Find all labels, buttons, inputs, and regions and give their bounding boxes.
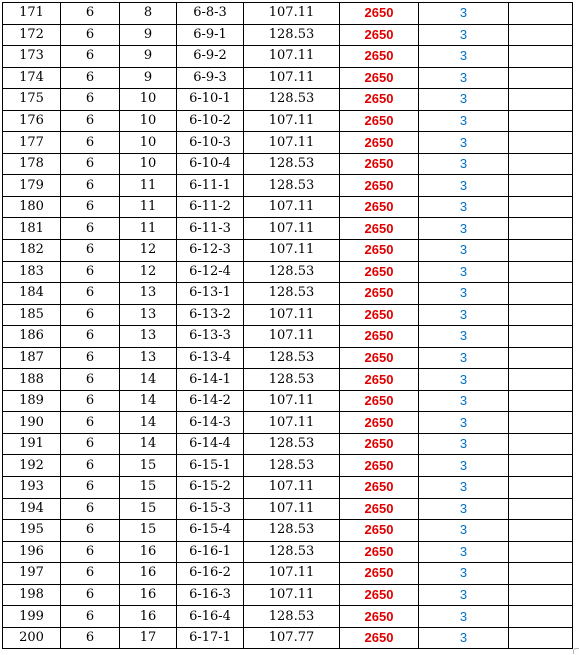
cell-note[interactable]	[509, 110, 573, 132]
cell-serial-number[interactable]: 179	[3, 175, 61, 197]
cell-unit[interactable]: 10	[120, 153, 177, 175]
cell-unit[interactable]: 16	[120, 606, 177, 628]
cell-room-number[interactable]: 6-11-1	[177, 175, 244, 197]
cell-building[interactable]: 6	[61, 390, 120, 412]
table-row	[3, 261, 573, 283]
cell-room-number[interactable]: 6-16-2	[177, 563, 244, 585]
cell-floor[interactable]: 3	[419, 563, 509, 585]
cell-price[interactable]: 2650	[340, 326, 419, 348]
cell-note[interactable]	[509, 3, 573, 25]
cell-unit[interactable]: 9	[120, 24, 177, 46]
cell-serial-number[interactable]: 183	[3, 261, 61, 283]
cell-floor[interactable]: 3	[419, 218, 509, 240]
cell-building[interactable]: 6	[61, 283, 120, 305]
cell-room-number[interactable]: 6-13-3	[177, 326, 244, 348]
cell-building[interactable]: 6	[61, 89, 120, 111]
cell-floor[interactable]: 3	[419, 261, 509, 283]
table-row	[3, 347, 573, 369]
cell-note[interactable]	[509, 498, 573, 520]
cell-area[interactable]: 128.53	[244, 24, 340, 46]
table-row	[3, 175, 573, 197]
cell-serial-number[interactable]: 173	[3, 46, 61, 68]
cell-price[interactable]: 2650	[340, 390, 419, 412]
cell-area[interactable]: 107.11	[244, 477, 340, 499]
cell-building[interactable]: 6	[61, 627, 120, 649]
cell-room-number[interactable]: 6-10-1	[177, 89, 244, 111]
cell-building[interactable]: 6	[61, 326, 120, 348]
cell-floor[interactable]: 3	[419, 67, 509, 89]
cell-room-number[interactable]: 6-14-1	[177, 369, 244, 391]
cell-serial-number[interactable]: 184	[3, 283, 61, 305]
cell-price[interactable]: 2650	[340, 261, 419, 283]
cell-room-number[interactable]: 6-16-4	[177, 606, 244, 628]
cell-area[interactable]: 128.53	[244, 283, 340, 305]
cell-unit[interactable]: 12	[120, 261, 177, 283]
cell-note[interactable]	[509, 240, 573, 262]
cell-room-number[interactable]: 6-9-3	[177, 67, 244, 89]
table-row	[3, 455, 573, 477]
cell-serial-number[interactable]: 195	[3, 520, 61, 542]
table-row	[3, 283, 573, 305]
cell-price[interactable]: 2650	[340, 132, 419, 154]
cell-building[interactable]: 6	[61, 175, 120, 197]
cell-note[interactable]	[509, 347, 573, 369]
table-row	[3, 520, 573, 542]
cell-note[interactable]	[509, 455, 573, 477]
table-row	[3, 412, 573, 434]
table-row	[3, 326, 573, 348]
table-row	[3, 132, 573, 154]
cell-serial-number[interactable]: 182	[3, 240, 61, 262]
cell-serial-number[interactable]: 197	[3, 563, 61, 585]
cell-area[interactable]: 107.11	[244, 326, 340, 348]
cell-unit[interactable]: 12	[120, 240, 177, 262]
cell-serial-number[interactable]: 185	[3, 304, 61, 326]
cell-serial-number[interactable]: 175	[3, 89, 61, 111]
cell-room-number[interactable]: 6-16-3	[177, 584, 244, 606]
cell-unit[interactable]: 10	[120, 89, 177, 111]
cell-floor[interactable]: 3	[419, 304, 509, 326]
cell-building[interactable]: 6	[61, 455, 120, 477]
cell-building[interactable]: 6	[61, 196, 120, 218]
cell-serial-number[interactable]: 178	[3, 153, 61, 175]
cell-serial-number[interactable]: 196	[3, 541, 61, 563]
cell-serial-number[interactable]: 198	[3, 584, 61, 606]
cell-room-number[interactable]: 6-15-4	[177, 520, 244, 542]
cell-area[interactable]: 107.11	[244, 196, 340, 218]
cell-area[interactable]: 107.77	[244, 627, 340, 649]
cell-unit[interactable]: 13	[120, 347, 177, 369]
cell-price[interactable]: 2650	[340, 283, 419, 305]
cell-building[interactable]: 6	[61, 412, 120, 434]
table-row	[3, 606, 573, 628]
cell-area[interactable]: 128.53	[244, 433, 340, 455]
cell-area[interactable]: 128.53	[244, 347, 340, 369]
cell-unit[interactable]: 9	[120, 46, 177, 68]
cell-building[interactable]: 6	[61, 67, 120, 89]
cell-serial-number[interactable]: 171	[3, 3, 61, 25]
table-row	[3, 24, 573, 46]
cell-unit[interactable]: 14	[120, 390, 177, 412]
cell-building[interactable]: 6	[61, 347, 120, 369]
cell-floor[interactable]: 3	[419, 283, 509, 305]
cell-price[interactable]: 2650	[340, 347, 419, 369]
cell-serial-number[interactable]: 180	[3, 196, 61, 218]
cell-note[interactable]	[509, 89, 573, 111]
cell-note[interactable]	[509, 218, 573, 240]
cell-unit[interactable]: 14	[120, 433, 177, 455]
cell-unit[interactable]: 15	[120, 455, 177, 477]
cell-area[interactable]: 128.53	[244, 520, 340, 542]
cell-room-number[interactable]: 6-14-3	[177, 412, 244, 434]
table-row	[3, 153, 573, 175]
cell-price[interactable]: 2650	[340, 627, 419, 649]
table-row	[3, 3, 573, 25]
cell-note[interactable]	[509, 390, 573, 412]
cell-floor[interactable]: 3	[419, 433, 509, 455]
cell-floor[interactable]: 3	[419, 196, 509, 218]
cell-price[interactable]: 2650	[340, 304, 419, 326]
cell-price[interactable]: 2650	[340, 110, 419, 132]
cell-area[interactable]: 107.11	[244, 390, 340, 412]
cell-serial-number[interactable]: 199	[3, 606, 61, 628]
cell-floor[interactable]: 3	[419, 24, 509, 46]
cell-area[interactable]: 128.53	[244, 369, 340, 391]
cell-room-number[interactable]: 6-9-2	[177, 46, 244, 68]
cell-room-number[interactable]: 6-14-4	[177, 433, 244, 455]
cell-building[interactable]: 6	[61, 46, 120, 68]
table-row	[3, 498, 573, 520]
cell-note[interactable]	[509, 433, 573, 455]
cell-building[interactable]: 6	[61, 218, 120, 240]
cell-floor[interactable]: 3	[419, 240, 509, 262]
table-row	[3, 390, 573, 412]
cell-note[interactable]	[509, 46, 573, 68]
cell-floor[interactable]: 3	[419, 46, 509, 68]
cell-unit[interactable]: 15	[120, 477, 177, 499]
table-row	[3, 218, 573, 240]
cell-area[interactable]: 107.11	[244, 240, 340, 262]
cell-price[interactable]: 2650	[340, 477, 419, 499]
cell-note[interactable]	[509, 132, 573, 154]
cell-building[interactable]: 6	[61, 498, 120, 520]
units-table	[2, 2, 573, 649]
cell-unit[interactable]: 13	[120, 326, 177, 348]
cell-price[interactable]: 2650	[340, 369, 419, 391]
cell-area[interactable]: 107.11	[244, 218, 340, 240]
cell-serial-number[interactable]: 191	[3, 433, 61, 455]
cell-building[interactable]: 6	[61, 433, 120, 455]
cell-room-number[interactable]: 6-10-4	[177, 153, 244, 175]
cell-price[interactable]: 2650	[340, 175, 419, 197]
cell-floor[interactable]: 3	[419, 584, 509, 606]
cell-floor[interactable]: 3	[419, 175, 509, 197]
cell-unit[interactable]: 16	[120, 541, 177, 563]
cell-floor[interactable]: 3	[419, 347, 509, 369]
cell-building[interactable]: 6	[61, 369, 120, 391]
cell-serial-number[interactable]: 189	[3, 390, 61, 412]
cell-price[interactable]: 2650	[340, 196, 419, 218]
cell-room-number[interactable]: 6-9-1	[177, 24, 244, 46]
cell-room-number[interactable]: 6-13-1	[177, 283, 244, 305]
cell-price[interactable]: 2650	[340, 563, 419, 585]
cell-unit[interactable]: 11	[120, 175, 177, 197]
cell-area[interactable]: 107.11	[244, 304, 340, 326]
cell-floor[interactable]: 3	[419, 412, 509, 434]
cell-note[interactable]	[509, 412, 573, 434]
cell-price[interactable]: 2650	[340, 89, 419, 111]
cell-floor[interactable]: 3	[419, 498, 509, 520]
cell-price[interactable]: 2650	[340, 412, 419, 434]
cell-area[interactable]: 128.53	[244, 455, 340, 477]
cell-price[interactable]: 2650	[340, 584, 419, 606]
cell-area[interactable]: 107.11	[244, 3, 340, 25]
cell-floor[interactable]: 3	[419, 606, 509, 628]
cell-building[interactable]: 6	[61, 153, 120, 175]
cell-floor[interactable]: 3	[419, 132, 509, 154]
cell-price[interactable]: 2650	[340, 433, 419, 455]
cell-floor[interactable]: 3	[419, 455, 509, 477]
cell-area[interactable]: 128.53	[244, 261, 340, 283]
cell-area[interactable]: 107.11	[244, 46, 340, 68]
cell-unit[interactable]: 9	[120, 67, 177, 89]
cell-note[interactable]	[509, 196, 573, 218]
table-row	[3, 46, 573, 68]
cell-price[interactable]: 2650	[340, 3, 419, 25]
cell-note[interactable]	[509, 153, 573, 175]
cell-room-number[interactable]: 6-13-4	[177, 347, 244, 369]
cell-room-number[interactable]: 6-13-2	[177, 304, 244, 326]
table-row	[3, 584, 573, 606]
cell-floor[interactable]: 3	[419, 390, 509, 412]
cell-building[interactable]: 6	[61, 240, 120, 262]
cell-note[interactable]	[509, 541, 573, 563]
cell-area[interactable]: 107.11	[244, 110, 340, 132]
cell-unit[interactable]: 16	[120, 584, 177, 606]
cell-note[interactable]	[509, 304, 573, 326]
table-row	[3, 67, 573, 89]
cell-floor[interactable]: 3	[419, 369, 509, 391]
cell-room-number[interactable]: 6-15-2	[177, 477, 244, 499]
cell-note[interactable]	[509, 326, 573, 348]
cell-room-number[interactable]: 6-16-1	[177, 541, 244, 563]
cell-building[interactable]: 6	[61, 606, 120, 628]
units-table-body	[3, 3, 573, 649]
cell-floor[interactable]: 3	[419, 541, 509, 563]
cell-serial-number[interactable]: 190	[3, 412, 61, 434]
cell-building[interactable]: 6	[61, 304, 120, 326]
cell-serial-number[interactable]: 193	[3, 477, 61, 499]
cell-price[interactable]: 2650	[340, 67, 419, 89]
cell-floor[interactable]: 3	[419, 627, 509, 649]
cell-price[interactable]: 2650	[340, 455, 419, 477]
cell-area[interactable]: 128.53	[244, 175, 340, 197]
cell-note[interactable]	[509, 627, 573, 649]
cell-serial-number[interactable]: 176	[3, 110, 61, 132]
cell-price[interactable]: 2650	[340, 541, 419, 563]
cell-note[interactable]	[509, 261, 573, 283]
cell-room-number[interactable]: 6-10-2	[177, 110, 244, 132]
cell-serial-number[interactable]: 186	[3, 326, 61, 348]
table-row	[3, 627, 573, 649]
cell-area[interactable]: 107.11	[244, 67, 340, 89]
table-row	[3, 89, 573, 111]
cell-note[interactable]	[509, 369, 573, 391]
cell-price[interactable]: 2650	[340, 240, 419, 262]
cell-price[interactable]: 2650	[340, 24, 419, 46]
cell-unit[interactable]: 11	[120, 218, 177, 240]
cell-area[interactable]: 107.11	[244, 498, 340, 520]
cell-note[interactable]	[509, 175, 573, 197]
cell-floor[interactable]: 3	[419, 110, 509, 132]
cell-room-number[interactable]: 6-17-1	[177, 627, 244, 649]
cell-area[interactable]: 128.53	[244, 89, 340, 111]
cell-floor[interactable]: 3	[419, 326, 509, 348]
cell-unit[interactable]: 15	[120, 498, 177, 520]
cell-unit[interactable]: 8	[120, 3, 177, 25]
cell-room-number[interactable]: 6-10-3	[177, 132, 244, 154]
cell-room-number[interactable]: 6-15-3	[177, 498, 244, 520]
cell-building[interactable]: 6	[61, 132, 120, 154]
cell-unit[interactable]: 13	[120, 304, 177, 326]
cell-unit[interactable]: 17	[120, 627, 177, 649]
cell-room-number[interactable]: 6-12-4	[177, 261, 244, 283]
cell-unit[interactable]: 16	[120, 563, 177, 585]
cell-building[interactable]: 6	[61, 541, 120, 563]
table-row	[3, 433, 573, 455]
cell-unit[interactable]: 15	[120, 520, 177, 542]
cell-note[interactable]	[509, 584, 573, 606]
cell-price[interactable]: 2650	[340, 520, 419, 542]
table-row	[3, 369, 573, 391]
cell-building[interactable]: 6	[61, 477, 120, 499]
cell-building[interactable]: 6	[61, 110, 120, 132]
cell-price[interactable]: 2650	[340, 498, 419, 520]
table-row	[3, 196, 573, 218]
cell-serial-number[interactable]: 188	[3, 369, 61, 391]
table-row	[3, 477, 573, 499]
cell-price[interactable]: 2650	[340, 153, 419, 175]
cell-unit[interactable]: 11	[120, 196, 177, 218]
cell-building[interactable]: 6	[61, 261, 120, 283]
cell-serial-number[interactable]: 177	[3, 132, 61, 154]
cell-serial-number[interactable]: 172	[3, 24, 61, 46]
cell-area[interactable]: 128.53	[244, 153, 340, 175]
cell-building[interactable]: 6	[61, 520, 120, 542]
cell-price[interactable]: 2650	[340, 606, 419, 628]
cell-floor[interactable]: 3	[419, 89, 509, 111]
resize-corner-mark	[573, 648, 579, 654]
cell-area[interactable]: 128.53	[244, 606, 340, 628]
cell-note[interactable]	[509, 477, 573, 499]
cell-note[interactable]	[509, 520, 573, 542]
cell-note[interactable]	[509, 67, 573, 89]
cell-note[interactable]	[509, 24, 573, 46]
table-row	[3, 563, 573, 585]
cell-building[interactable]: 6	[61, 24, 120, 46]
cell-room-number[interactable]: 6-12-3	[177, 240, 244, 262]
cell-room-number[interactable]: 6-11-2	[177, 196, 244, 218]
cell-area[interactable]: 107.11	[244, 132, 340, 154]
cell-building[interactable]: 6	[61, 3, 120, 25]
cell-serial-number[interactable]: 192	[3, 455, 61, 477]
cell-room-number[interactable]: 6-8-3	[177, 3, 244, 25]
table-row	[3, 110, 573, 132]
cell-serial-number[interactable]: 194	[3, 498, 61, 520]
cell-note[interactable]	[509, 283, 573, 305]
cell-room-number[interactable]: 6-14-2	[177, 390, 244, 412]
table-row	[3, 240, 573, 262]
cell-building[interactable]: 6	[61, 584, 120, 606]
cell-note[interactable]	[509, 563, 573, 585]
cell-serial-number[interactable]: 174	[3, 67, 61, 89]
cell-price[interactable]: 2650	[340, 218, 419, 240]
cell-floor[interactable]: 3	[419, 520, 509, 542]
cell-unit[interactable]: 14	[120, 369, 177, 391]
cell-area[interactable]: 107.11	[244, 563, 340, 585]
cell-serial-number[interactable]: 181	[3, 218, 61, 240]
cell-note[interactable]	[509, 606, 573, 628]
cell-floor[interactable]: 3	[419, 477, 509, 499]
cell-floor[interactable]: 3	[419, 3, 509, 25]
cell-building[interactable]: 6	[61, 563, 120, 585]
cell-area[interactable]: 128.53	[244, 541, 340, 563]
cell-room-number[interactable]: 6-15-1	[177, 455, 244, 477]
cell-unit[interactable]: 10	[120, 132, 177, 154]
cell-room-number[interactable]: 6-11-3	[177, 218, 244, 240]
table-row	[3, 304, 573, 326]
cell-serial-number[interactable]: 187	[3, 347, 61, 369]
cell-unit[interactable]: 14	[120, 412, 177, 434]
cell-serial-number[interactable]: 200	[3, 627, 61, 649]
table-row	[3, 541, 573, 563]
cell-area[interactable]: 107.11	[244, 412, 340, 434]
cell-price[interactable]: 2650	[340, 46, 419, 68]
cell-unit[interactable]: 13	[120, 283, 177, 305]
cell-area[interactable]: 107.11	[244, 584, 340, 606]
cell-unit[interactable]: 10	[120, 110, 177, 132]
cell-floor[interactable]: 3	[419, 153, 509, 175]
